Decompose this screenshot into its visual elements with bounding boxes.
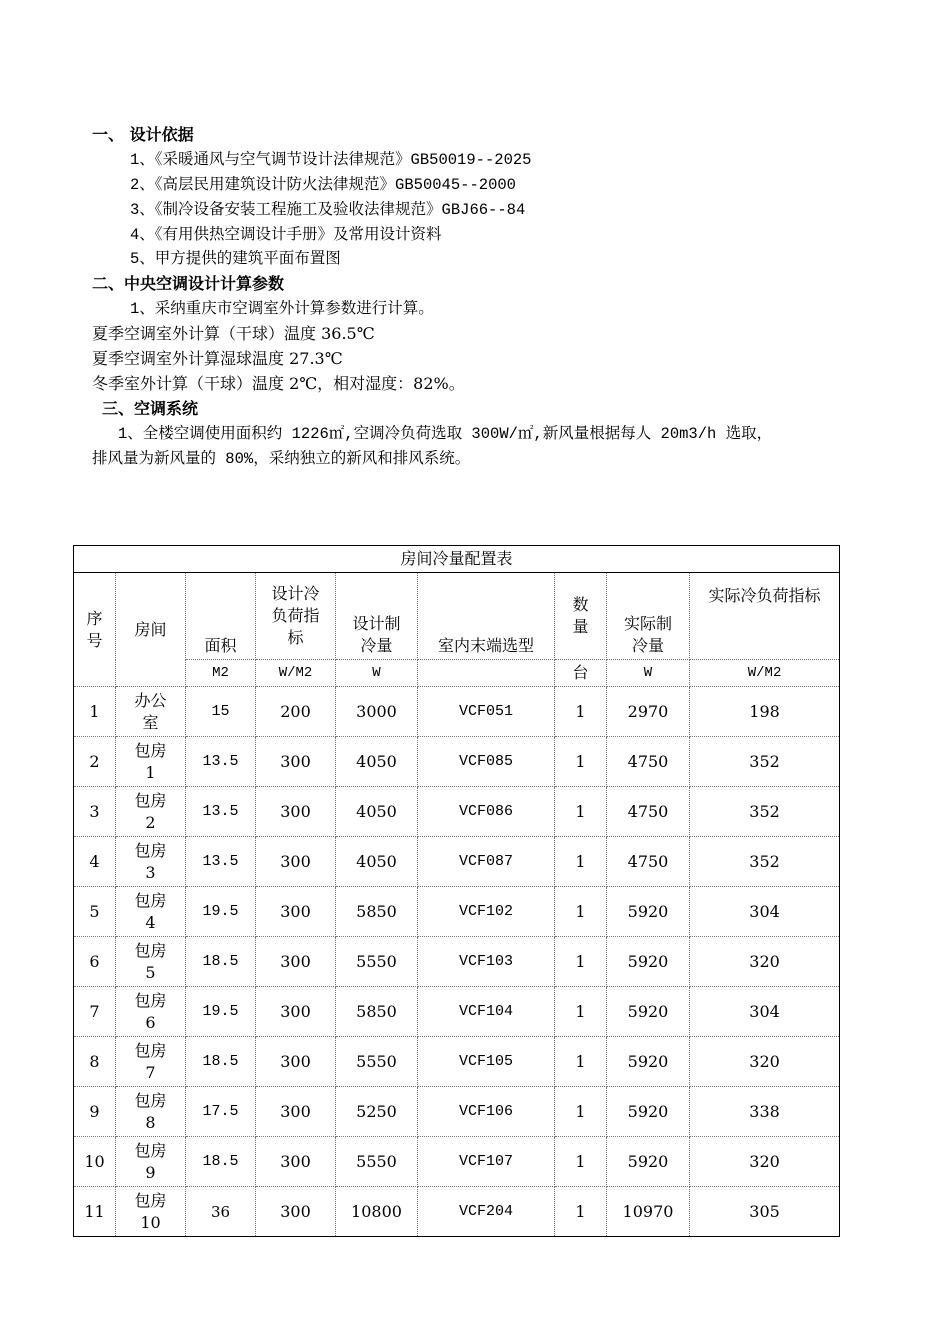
header-count: 数量 xyxy=(555,573,607,660)
cell-design-index: 300 xyxy=(256,1037,336,1087)
table-row xyxy=(74,837,840,887)
cell-seq: 10 xyxy=(74,1137,116,1187)
cell-design-cooling: 5550 xyxy=(336,937,418,987)
cell-area: 36 xyxy=(186,1187,256,1237)
header-design-cooling: 设计制冷量 xyxy=(336,573,418,660)
cell-design-cooling: 3000 xyxy=(336,687,418,737)
cell-seq: 5 xyxy=(74,887,116,937)
cell-room: 包房6 xyxy=(116,987,186,1037)
cell-model: VCF105 xyxy=(418,1037,555,1087)
unit-model-blank xyxy=(418,660,555,687)
cell-design-index: 300 xyxy=(256,1187,336,1237)
winter-dry-bulb: 冬季室外计算（干球）温度 2℃，相对湿度：82%。 xyxy=(92,374,465,393)
cell-seq: 8 xyxy=(74,1037,116,1087)
cell-room: 包房4 xyxy=(116,887,186,937)
system-paragraph-line-1: 1、全楼空调使用面积约 1226㎡,空调冷负荷选取 300W/㎡,新风量根据每人 20m3/h 选取， xyxy=(118,425,773,443)
cell-model: VCF087 xyxy=(418,837,555,887)
table-row xyxy=(74,987,840,1037)
cell-actual-index: 320 xyxy=(690,1137,840,1187)
cell-area: 13.5 xyxy=(186,837,256,887)
unit-design-index: W/M2 xyxy=(256,660,336,687)
cell-design-cooling: 10800 xyxy=(336,1187,418,1237)
cell-actual-index: 320 xyxy=(690,937,840,987)
cell-actual-index: 352 xyxy=(690,737,840,787)
cell-design-index: 300 xyxy=(256,787,336,837)
section-1-title: 一、 设计依据 xyxy=(92,125,194,144)
cell-room: 包房10 xyxy=(116,1187,186,1237)
cell-design-index: 300 xyxy=(256,987,336,1037)
cell-count: 1 xyxy=(555,987,607,1037)
cell-area: 18.5 xyxy=(186,937,256,987)
cell-actual-index: 352 xyxy=(690,837,840,887)
section-3-title: 三、空调系统 xyxy=(102,399,199,418)
cell-actual-cooling: 5920 xyxy=(607,1037,690,1087)
table-row xyxy=(74,937,840,987)
cell-design-index: 300 xyxy=(256,837,336,887)
unit-actual-index: W/M2 xyxy=(690,660,840,687)
table-row xyxy=(74,1037,840,1087)
cell-design-index: 300 xyxy=(256,1137,336,1187)
table-row xyxy=(74,1187,840,1237)
cell-actual-cooling: 10970 xyxy=(607,1187,690,1237)
section-2-title: 二、中央空调设计计算参数 xyxy=(92,274,285,293)
cell-design-cooling: 4050 xyxy=(336,737,418,787)
cell-model: VCF204 xyxy=(418,1187,555,1237)
unit-area: M2 xyxy=(186,660,256,687)
table-row xyxy=(74,1137,840,1187)
cell-design-index: 200 xyxy=(256,687,336,737)
cell-room: 包房8 xyxy=(116,1087,186,1137)
cell-actual-cooling: 5920 xyxy=(607,887,690,937)
cell-actual-cooling: 5920 xyxy=(607,937,690,987)
cell-design-index: 300 xyxy=(256,887,336,937)
cell-actual-cooling: 5920 xyxy=(607,1137,690,1187)
cell-actual-cooling: 2970 xyxy=(607,687,690,737)
header-design-index: 设计冷负荷指标 xyxy=(256,573,336,660)
cell-count: 1 xyxy=(555,1087,607,1137)
cell-design-cooling: 5550 xyxy=(336,1137,418,1187)
cell-seq: 2 xyxy=(74,737,116,787)
header-unit-model: 室内末端选型 xyxy=(418,573,555,660)
header-actual-cooling: 实际制冷量 xyxy=(607,573,690,660)
cell-model: VCF107 xyxy=(418,1137,555,1187)
cell-model: VCF051 xyxy=(418,687,555,737)
cell-count: 1 xyxy=(555,687,607,737)
cell-model: VCF086 xyxy=(418,787,555,837)
cooling-config-table xyxy=(73,545,840,1237)
cell-model: VCF085 xyxy=(418,737,555,787)
cell-design-cooling: 4050 xyxy=(336,787,418,837)
cell-seq: 7 xyxy=(74,987,116,1037)
cell-count: 1 xyxy=(555,837,607,887)
cell-room: 包房1 xyxy=(116,737,186,787)
summer-wet-bulb: 夏季空调室外计算湿球温度 27.3℃ xyxy=(92,349,343,368)
cell-area: 19.5 xyxy=(186,987,256,1037)
cell-design-index: 300 xyxy=(256,937,336,987)
cell-model: VCF106 xyxy=(418,1087,555,1137)
basis-item-3: 3、《制冷设备安装工程施工及验收法律规范》GBJ66--84 xyxy=(130,201,526,219)
cell-room: 包房7 xyxy=(116,1037,186,1087)
cell-area: 18.5 xyxy=(186,1137,256,1187)
cell-count: 1 xyxy=(555,1037,607,1087)
cell-count: 1 xyxy=(555,937,607,987)
cell-count: 1 xyxy=(555,887,607,937)
cell-actual-index: 338 xyxy=(690,1087,840,1137)
unit-actual-cooling: W xyxy=(607,660,690,687)
cell-actual-index: 198 xyxy=(690,687,840,737)
cell-design-index: 300 xyxy=(256,737,336,787)
cell-actual-index: 304 xyxy=(690,987,840,1037)
cell-room: 包房9 xyxy=(116,1137,186,1187)
table-row xyxy=(74,687,840,737)
table-row xyxy=(74,887,840,937)
system-paragraph-line-2: 排风量为新风量的 80%，采纳独立的新风和排风系统。 xyxy=(92,450,471,468)
table-caption: 房间冷量配置表 xyxy=(74,546,840,573)
cell-area: 13.5 xyxy=(186,737,256,787)
cell-actual-index: 320 xyxy=(690,1037,840,1087)
cell-seq: 6 xyxy=(74,937,116,987)
cell-actual-cooling: 5920 xyxy=(607,1087,690,1137)
cell-room: 包房3 xyxy=(116,837,186,887)
cell-model: VCF102 xyxy=(418,887,555,937)
cell-actual-cooling: 5920 xyxy=(607,987,690,1037)
cell-area: 18.5 xyxy=(186,1037,256,1087)
table-row xyxy=(74,1087,840,1137)
summer-dry-bulb: 夏季空调室外计算（干球）温度 36.5℃ xyxy=(92,324,375,343)
cell-room: 办公室 xyxy=(116,687,186,737)
cell-seq: 11 xyxy=(74,1187,116,1237)
cell-actual-cooling: 4750 xyxy=(607,787,690,837)
header-area: 面积 xyxy=(186,573,256,660)
unit-count: 台 xyxy=(555,660,607,687)
cell-design-cooling: 5850 xyxy=(336,887,418,937)
cell-area: 13.5 xyxy=(186,787,256,837)
unit-design-cooling: W xyxy=(336,660,418,687)
cell-area: 19.5 xyxy=(186,887,256,937)
cell-seq: 1 xyxy=(74,687,116,737)
table-row xyxy=(74,737,840,787)
cell-actual-index: 304 xyxy=(690,887,840,937)
cell-model: VCF103 xyxy=(418,937,555,987)
cell-design-cooling: 5850 xyxy=(336,987,418,1037)
cell-actual-index: 305 xyxy=(690,1187,840,1237)
cell-seq: 9 xyxy=(74,1087,116,1137)
cell-actual-index: 352 xyxy=(690,787,840,837)
basis-item-5: 5、甲方提供的建筑平面布置图 xyxy=(130,250,341,268)
cell-actual-cooling: 4750 xyxy=(607,837,690,887)
basis-item-4: 4、《有用供热空调设计手册》及常用设计资料 xyxy=(130,226,442,244)
table-row xyxy=(74,787,840,837)
header-seq: 序号 xyxy=(74,573,116,687)
cell-seq: 4 xyxy=(74,837,116,887)
cell-area: 15 xyxy=(186,687,256,737)
cell-room: 包房5 xyxy=(116,937,186,987)
cell-count: 1 xyxy=(555,737,607,787)
header-actual-index: 实际冷负荷指标 xyxy=(690,573,840,660)
cell-design-cooling: 5250 xyxy=(336,1087,418,1137)
cell-model: VCF104 xyxy=(418,987,555,1037)
cell-design-cooling: 4050 xyxy=(336,837,418,887)
cell-seq: 3 xyxy=(74,787,116,837)
cell-design-index: 300 xyxy=(256,1087,336,1137)
cell-count: 1 xyxy=(555,787,607,837)
cell-area: 17.5 xyxy=(186,1087,256,1137)
cell-room: 包房2 xyxy=(116,787,186,837)
cell-count: 1 xyxy=(555,1187,607,1237)
cell-design-cooling: 5550 xyxy=(336,1037,418,1087)
basis-item-2: 2、《高层民用建筑设计防火法律规范》GB50045--2000 xyxy=(130,176,516,194)
basis-item-1: 1、《采暖通风与空气调节设计法律规范》GB50019--2025 xyxy=(130,151,532,169)
params-item-1: 1、采纳重庆市空调室外计算参数进行计算。 xyxy=(130,300,434,318)
header-room: 房间 xyxy=(116,573,186,687)
cell-actual-cooling: 4750 xyxy=(607,737,690,787)
cell-count: 1 xyxy=(555,1137,607,1187)
